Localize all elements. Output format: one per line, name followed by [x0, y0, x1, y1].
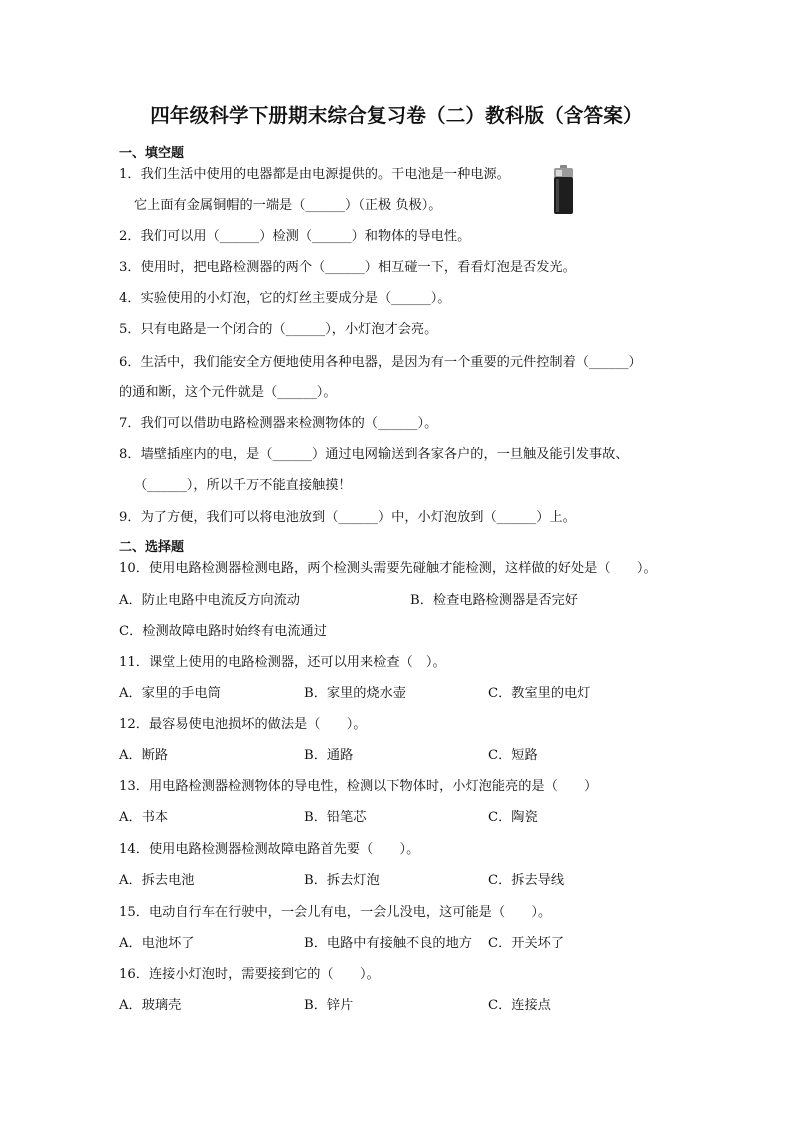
question-15-option-a: A．电池坏了: [119, 936, 195, 951]
question-8-line-1: 8．墙壁插座内的电，是（______）通过电网输送到各家各户的，一旦触及能引发事故、: [119, 447, 629, 462]
question-13-option-c: C．陶瓷: [488, 810, 538, 825]
question-1-line-2: 它上面有金属铜帽的一端是（______）（正极 负极）。: [134, 198, 442, 213]
question-3: 3．使用时，把电路检测器的两个（______）相互碰一下，看看灯泡是否发光。: [119, 260, 576, 275]
question-2: 2．我们可以用（______）检测（______）和物体的导电性。: [119, 229, 471, 244]
question-11: 11．课堂上使用的电路检测器，还可以用来检查（ ）。: [119, 655, 446, 670]
page-title: 四年级科学下册期末综合复习卷（二）教科版（含答案）: [150, 104, 643, 127]
question-12: 12．最容易使电池损坏的做法是（ ）。: [119, 717, 367, 732]
question-1-line-1: 1．我们生活中使用的电器都是由电源提供的。干电池是一种电源。: [119, 167, 510, 182]
question-12-option-a: A．断路: [119, 748, 169, 763]
question-10-option-c: C．检测故障电路时始终有电流通过: [119, 624, 327, 639]
question-16-option-b: B．锌片: [304, 998, 354, 1013]
question-12-option-b: B．通路: [304, 748, 354, 763]
question-11-option-c: C．教室里的电灯: [488, 686, 591, 701]
question-13-option-a: A．书本: [119, 810, 169, 825]
question-10: 10．使用电路检测器检测电路，两个检测头需要先碰触才能检测，这样做的好处是（ ）。: [119, 561, 657, 576]
question-15: 15．电动自行车在行驶中，一会儿有电，一会儿没电，这可能是（ ）。: [119, 905, 552, 920]
question-6-line-1: 6．生活中，我们能安全方便地使用各种电器，是因为有一个重要的元件控制着（______）: [119, 355, 642, 370]
question-16-option-c: C．连接点: [488, 998, 551, 1013]
section-choice-heading: 二、选择题: [119, 540, 185, 555]
question-14-option-c: C．拆去导线: [488, 873, 565, 888]
question-10-option-b: B．检查电路检测器是否完好: [410, 593, 578, 608]
section-fill-heading: 一、填空题: [119, 146, 185, 161]
question-10-option-a: A．防止电路中电流反方向流动: [119, 593, 300, 608]
question-7: 7．我们可以借助电路检测器来检测物体的（______）。: [119, 416, 438, 431]
question-11-option-a: A．家里的手电筒: [119, 686, 221, 701]
question-4: 4．实验使用的小灯泡，它的灯丝主要成分是（______）。: [119, 291, 451, 306]
question-16: 16．连接小灯泡时，需要接到它的（ ）。: [119, 967, 380, 982]
question-12-option-c: C．短路: [488, 748, 538, 763]
question-8-line-2: （______），所以千万不能直接触摸！: [134, 478, 352, 493]
question-14-option-b: B．拆去灯泡: [304, 873, 380, 888]
question-6-line-2: 的通和断，这个元件就是（______）。: [119, 385, 337, 400]
question-11-option-b: B．家里的烧水壶: [304, 686, 407, 701]
question-16-option-a: A．玻璃壳: [119, 998, 182, 1013]
question-14-option-a: A．拆去电池: [119, 873, 195, 888]
question-15-option-c: C．开关坏了: [488, 936, 565, 951]
question-14: 14．使用电路检测器检测故障电路首先要（ ）。: [119, 842, 420, 857]
question-9: 9．为了方便，我们可以将电池放到（______）中，小灯泡放到（______）上。: [119, 510, 576, 525]
question-13-option-b: B．铅笔芯: [304, 810, 367, 825]
question-13: 13．用电路检测器检测物体的导电性，检测以下物体时，小灯泡能亮的是（ ）: [119, 779, 598, 794]
battery-icon: [553, 165, 574, 215]
question-5: 5．只有电路是一个闭合的（______），小灯泡才会亮。: [119, 322, 438, 337]
question-15-option-b: B．电路中有接触不良的地方: [304, 936, 472, 951]
